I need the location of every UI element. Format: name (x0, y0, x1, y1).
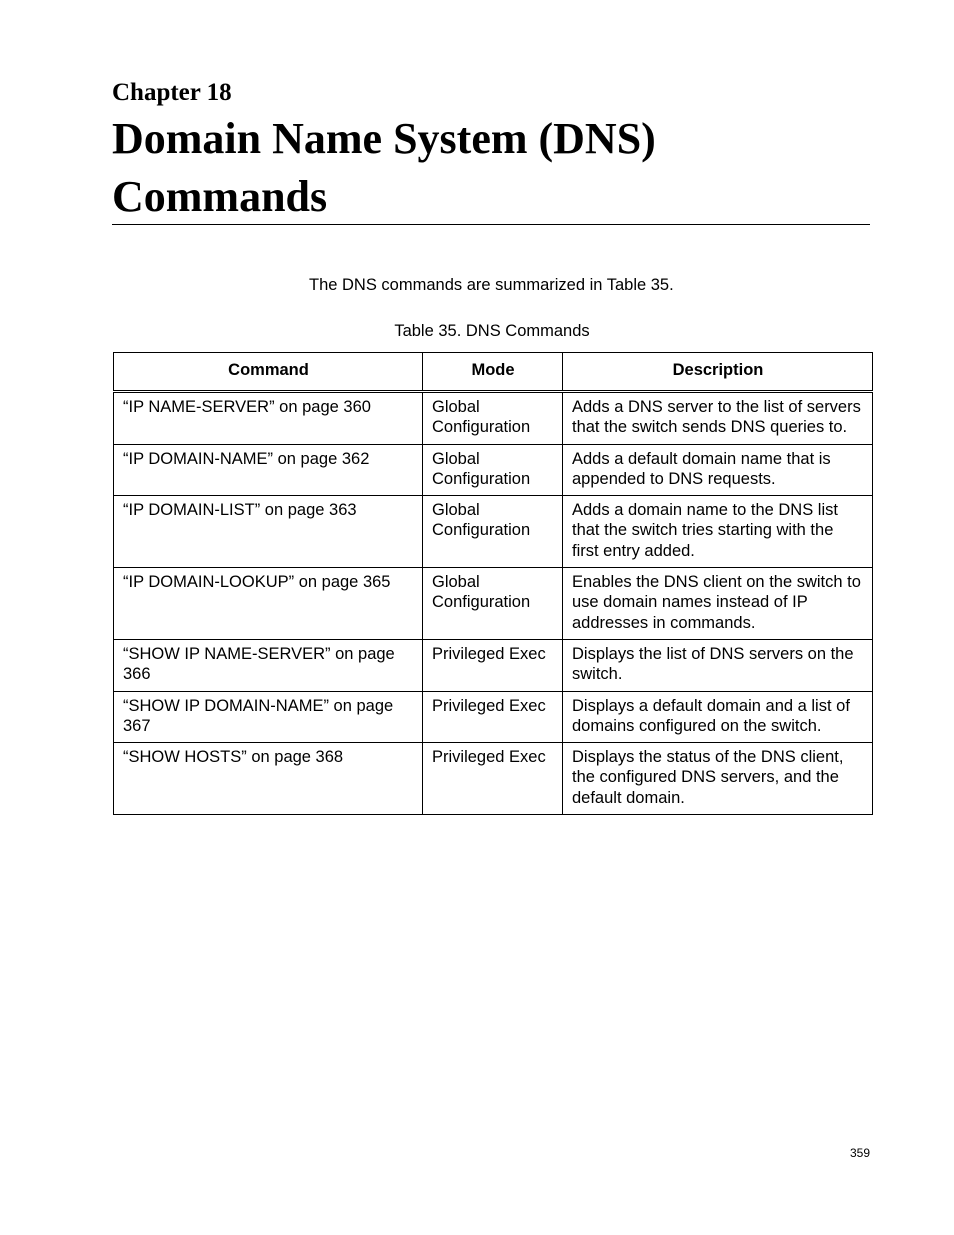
table-row (114, 691, 873, 743)
mode-cell: Privileged Exec (423, 639, 563, 691)
mode-cell: Global Configuration (423, 392, 563, 445)
description-cell: Displays the status of the DNS client, the configured DNS servers, and the default domain. (563, 743, 873, 815)
page-number: 359 (849, 1146, 870, 1160)
table-row (114, 444, 873, 496)
command-cell: “SHOW IP DOMAIN-NAME” on page 367 (114, 691, 423, 743)
page-title-line-1: Domain Name System (DNS) (112, 114, 656, 163)
table-row (114, 639, 873, 691)
chapter-label: Chapter 18 (112, 79, 232, 106)
intro-paragraph: The DNS commands are summarized in Table 35. (309, 276, 674, 294)
mode-cell: Global Configuration (423, 496, 563, 568)
command-cell: “SHOW IP NAME-SERVER” on page 366 (114, 639, 423, 691)
command-cell: “IP DOMAIN-NAME” on page 362 (114, 444, 423, 496)
table-header-row (114, 353, 873, 392)
header-description: Description (563, 353, 873, 392)
title-divider (112, 224, 870, 225)
description-cell: Adds a default domain name that is appended to DNS requests. (563, 444, 873, 496)
description-cell: Enables the DNS client on the switch to use domain names instead of IP addresses in commands. (563, 568, 873, 640)
header-mode: Mode (423, 353, 563, 392)
mode-cell: Global Configuration (423, 444, 563, 496)
table-row (114, 743, 873, 815)
table-row (114, 568, 873, 640)
page-title (112, 110, 872, 226)
description-cell: Adds a DNS server to the list of servers that the switch sends DNS queries to. (563, 392, 873, 445)
command-cell: “IP DOMAIN-LIST” on page 363 (114, 496, 423, 568)
dns-commands-table (113, 352, 873, 815)
description-cell: Displays the list of DNS servers on the switch. (563, 639, 873, 691)
table-row (114, 392, 873, 445)
table-row (114, 496, 873, 568)
mode-cell: Privileged Exec (423, 691, 563, 743)
mode-cell: Global Configuration (423, 568, 563, 640)
description-cell: Adds a domain name to the DNS list that the switch tries starting with the first entry added. (563, 496, 873, 568)
command-cell: “SHOW HOSTS” on page 368 (114, 743, 423, 815)
header-command: Command (114, 353, 423, 392)
description-cell: Displays a default domain and a list of domains configured on the switch. (563, 691, 873, 743)
command-cell: “IP DOMAIN-LOOKUP” on page 365 (114, 568, 423, 640)
table-caption: Table 35. DNS Commands (394, 322, 590, 340)
command-cell: “IP NAME-SERVER” on page 360 (114, 392, 423, 445)
page-title-line-2: Commands (112, 172, 328, 221)
mode-cell: Privileged Exec (423, 743, 563, 815)
